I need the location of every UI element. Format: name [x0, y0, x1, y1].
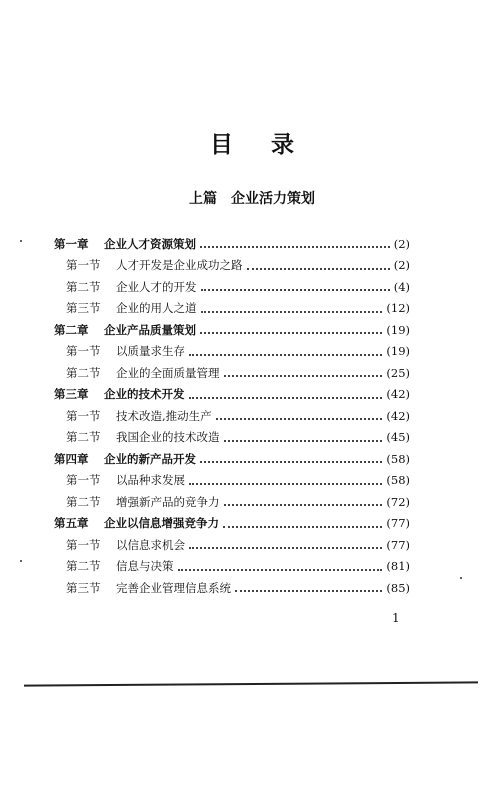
toc-chapter-row [54, 513, 410, 535]
section-title: 技术改造,推动生产 [116, 408, 212, 423]
chapter-title: 企业以信息增强竞争力 [104, 516, 219, 531]
chapter-number: 第三章 [54, 387, 89, 402]
scan-speck [20, 240, 22, 242]
page-reference: (72) [386, 494, 410, 509]
toc-section-row [54, 427, 410, 449]
section-title: 企业人才的开发 [116, 279, 197, 294]
chapter-number: 第四章 [54, 451, 89, 466]
chapter-number: 第一章 [54, 236, 89, 251]
leader-dots [224, 439, 383, 442]
leader-dots [200, 245, 390, 248]
leader-dots [224, 503, 383, 506]
section-number: 第二节 [66, 279, 101, 294]
chapter-title: 企业的新产品开发 [104, 451, 196, 466]
leader-dots [223, 525, 382, 528]
page-reference: (58) [386, 451, 410, 466]
page-reference: (58) [386, 473, 410, 488]
chapter-number: 第二章 [54, 322, 89, 337]
section-title: 信息与决策 [116, 559, 174, 574]
section-number: 第一节 [66, 473, 101, 488]
page-reference: (25) [386, 365, 410, 380]
page-reference: (42) [386, 387, 410, 402]
scan-speck [20, 560, 22, 562]
section-number: 第一节 [66, 537, 101, 552]
page-reference: (45) [386, 430, 410, 445]
section-number: 第二节 [66, 430, 101, 445]
page-reference: (42) [386, 408, 410, 423]
section-title: 以质量求生存 [116, 344, 185, 359]
page-reference: (19) [386, 322, 410, 337]
section-title: 我国企业的技术改造 [116, 430, 220, 445]
leader-dots [216, 417, 383, 420]
toc-chapter-row [54, 384, 410, 406]
leader-dots [224, 374, 383, 377]
section-title: 企业的用人之道 [116, 301, 197, 316]
leader-dots [189, 482, 382, 485]
toc-section-row [54, 362, 410, 384]
toc-section-row [54, 405, 410, 427]
section-title: 以信息求机会 [116, 537, 185, 552]
section-number: 第三节 [66, 301, 101, 316]
chapter-title: 企业产品质量策划 [104, 322, 196, 337]
section-title: 人才开发是企业成功之路 [116, 258, 243, 273]
toc-section-row [54, 491, 410, 513]
page-reference: (77) [386, 516, 410, 531]
section-title: 增强新产品的竞争力 [116, 494, 220, 509]
toc-section-row [54, 556, 410, 578]
scan-speck [460, 577, 462, 579]
toc-section-row [54, 470, 410, 492]
section-number: 第一节 [66, 258, 101, 273]
leader-dots [201, 310, 383, 313]
toc-section-row [54, 534, 410, 556]
leader-dots [200, 460, 382, 463]
page-title-left-char: 目 [210, 132, 233, 158]
section-number: 第二节 [66, 365, 101, 380]
leader-dots [201, 288, 390, 291]
page-reference: (77) [386, 537, 410, 552]
toc-section-row [54, 577, 410, 599]
page-number: 1 [392, 611, 400, 625]
section-number: 第二节 [66, 494, 101, 509]
section-number: 第一节 [66, 408, 101, 423]
table-of-contents [54, 233, 410, 599]
page-reference: (85) [386, 580, 410, 595]
page-reference: (2) [393, 258, 410, 273]
toc-section-row [54, 341, 410, 363]
page-title-right-char: 录 [271, 132, 294, 158]
page-reference: (4) [393, 279, 410, 294]
leader-dots [178, 568, 383, 571]
toc-section-row [54, 255, 410, 277]
chapter-title: 企业的技术开发 [104, 387, 185, 402]
bottom-rule [24, 681, 478, 686]
toc-chapter-row [54, 233, 410, 255]
section-title: 企业的全面质量管理 [116, 365, 220, 380]
page-reference: (12) [386, 301, 410, 316]
section-number: 第三节 [66, 580, 101, 595]
section-number: 第二节 [66, 559, 101, 574]
leader-dots [189, 546, 382, 549]
leader-dots [200, 331, 382, 334]
part-title: 上篇 企业活力策划 [189, 191, 315, 207]
page-reference: (2) [393, 236, 410, 251]
leader-dots [247, 267, 390, 270]
section-title: 以品种求发展 [116, 473, 185, 488]
section-number: 第一节 [66, 344, 101, 359]
toc-section-row [54, 276, 410, 298]
chapter-title: 企业人才资源策划 [104, 236, 196, 251]
leader-dots [235, 589, 382, 592]
leader-dots [189, 353, 382, 356]
section-title: 完善企业管理信息系统 [116, 580, 231, 595]
page-reference: (81) [386, 559, 410, 574]
toc-chapter-row [54, 448, 410, 470]
leader-dots [189, 396, 383, 399]
toc-section-row [54, 298, 410, 320]
page-reference: (19) [386, 344, 410, 359]
chapter-number: 第五章 [54, 516, 89, 531]
page-title [0, 126, 504, 159]
toc-chapter-row [54, 319, 410, 341]
